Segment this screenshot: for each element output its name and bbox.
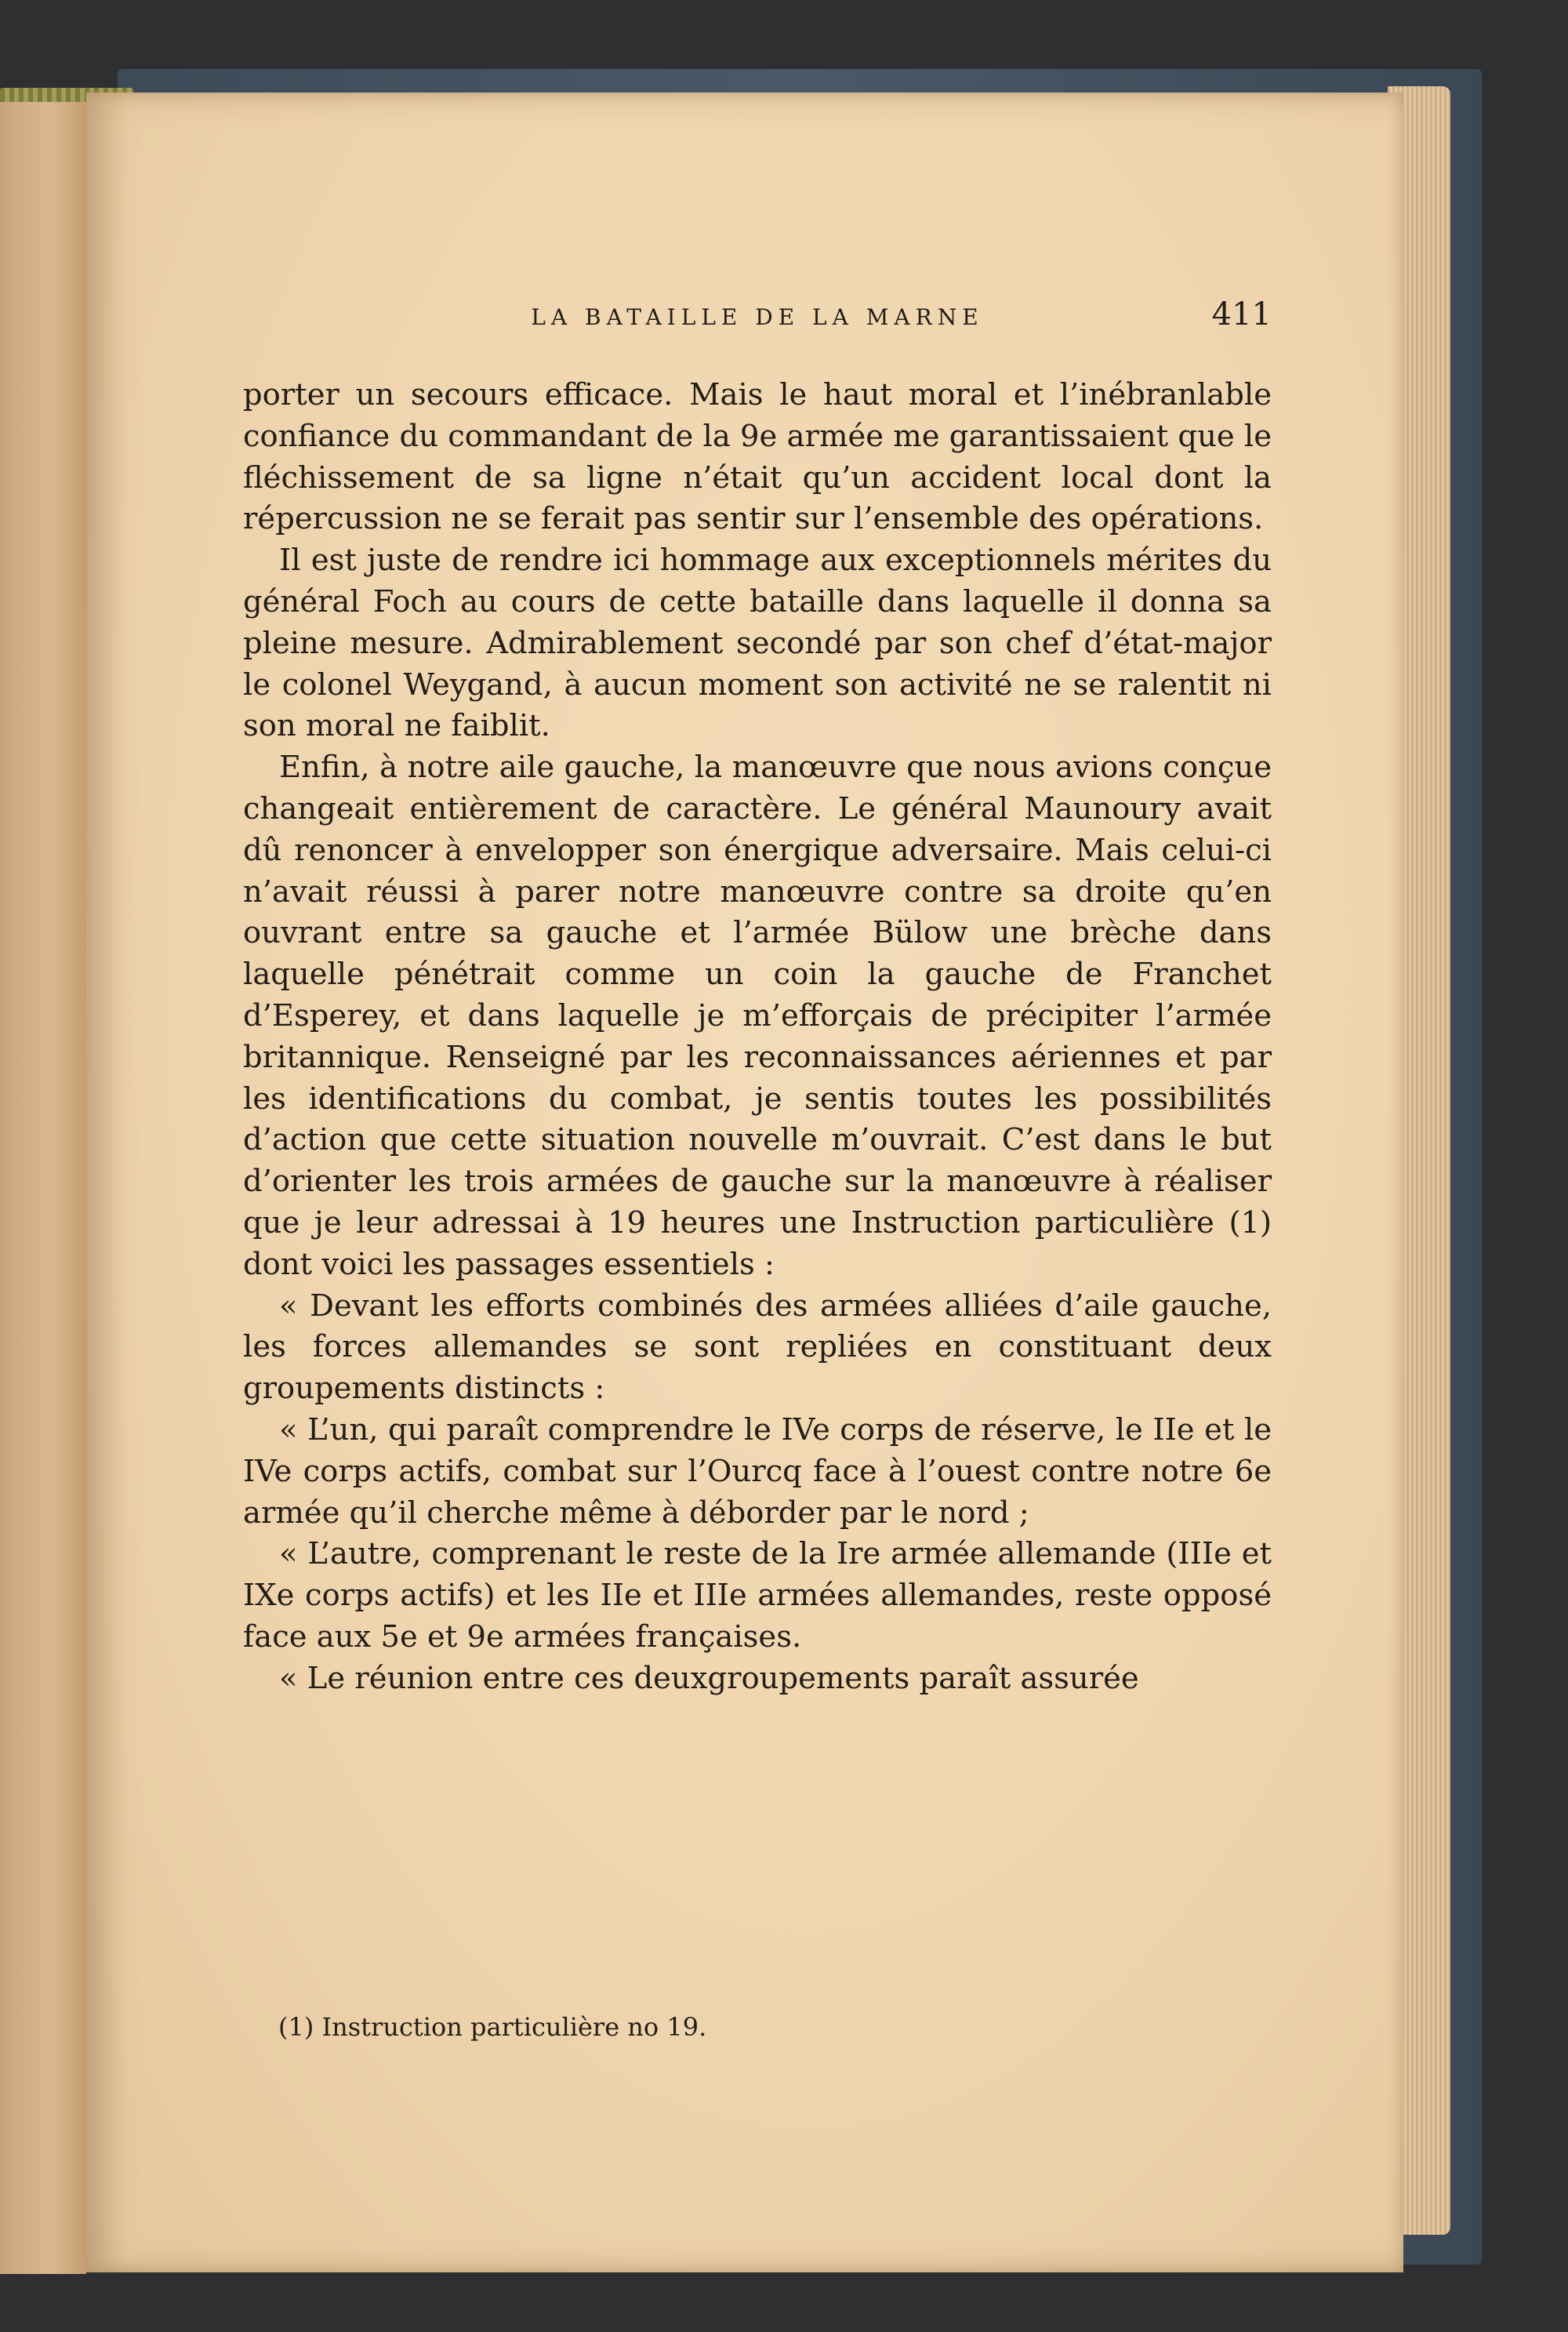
paragraph: « Devant les efforts combinés des armées alliées d’aile gauche, les forces allemandes se sont repliées en constituant deux groupements distincts : xyxy=(243,1288,1272,1407)
footnote: (1) Instruction particulière no 19. xyxy=(278,2012,707,2042)
facing-page-edge xyxy=(0,102,86,2274)
running-title: LA BATAILLE DE LA MARNE xyxy=(531,304,984,330)
body-text xyxy=(243,375,1272,1700)
running-header xyxy=(243,296,1272,375)
book-page xyxy=(86,93,1403,2272)
paragraph: « Le réunion entre ces deuxgroupements paraît assurée xyxy=(279,1660,1139,1696)
paragraph: porter un secours efficace. Mais le haut moral et l’inébranlable confiance du commandant de la 9e armée me garantissaient que le fléchissement de sa ligne n’était qu’un accident local dont la répercussion ne se ferait pas sentir sur l’ensemble des opérations. xyxy=(243,377,1272,537)
paragraph: Enfin, à notre aile gauche, la manœuvre que nous avions conçue changeait entièrement de caractère. Le général Maunoury avait dû renoncer à envelopper son énergique adversaire. Mais celui-ci n’avait réussi à parer notre manœuvre contre sa droite qu’en ouvrant entre sa gauche et l’armée Bülow une brèche dans laquelle pénétrait comme un coin la gauche de Franchet d’Esperey, et dans laquelle je m’efforçais de précipiter l’armée britannique. Renseigné par les reconnaissances aériennes et par les identifications du combat, je sentis toutes les possibilités d’action que cette situation nouvelle m’ouvrait. C’est dans le but d’orienter les trois armées de gauche sur la manœuvre à réaliser que je leur adressai à 19 heures une Instruction particulière (1) dont voici les passages essentiels : xyxy=(243,750,1272,1282)
paragraph: Il est juste de rendre ici hommage aux exceptionnels mérites du général Foch au cours de cette bataille dans laquelle il donna sa pleine mesure. Admirablement secondé par son chef d’état-major le colonel Weygand, à aucun moment son activité ne se ralentit ni son moral ne faiblit. xyxy=(243,543,1272,744)
text-block xyxy=(243,296,1272,2042)
paragraph: « L’un, qui paraît comprendre le IVe corps de réserve, le IIe et le IVe corps actifs, combat sur l’Ourcq face à l’ouest contre notre 6e armée qu’il cherche même à déborder par le nord ; xyxy=(243,1411,1272,1531)
paragraph: « L’autre, comprenant le reste de la Ire armée allemande (IIIe et IXe corps actifs) et les IIe et IIIe armées allemandes, reste opposé face aux 5e et 9e armées françaises. xyxy=(243,1536,1272,1655)
page-number: 411 xyxy=(1211,296,1272,332)
